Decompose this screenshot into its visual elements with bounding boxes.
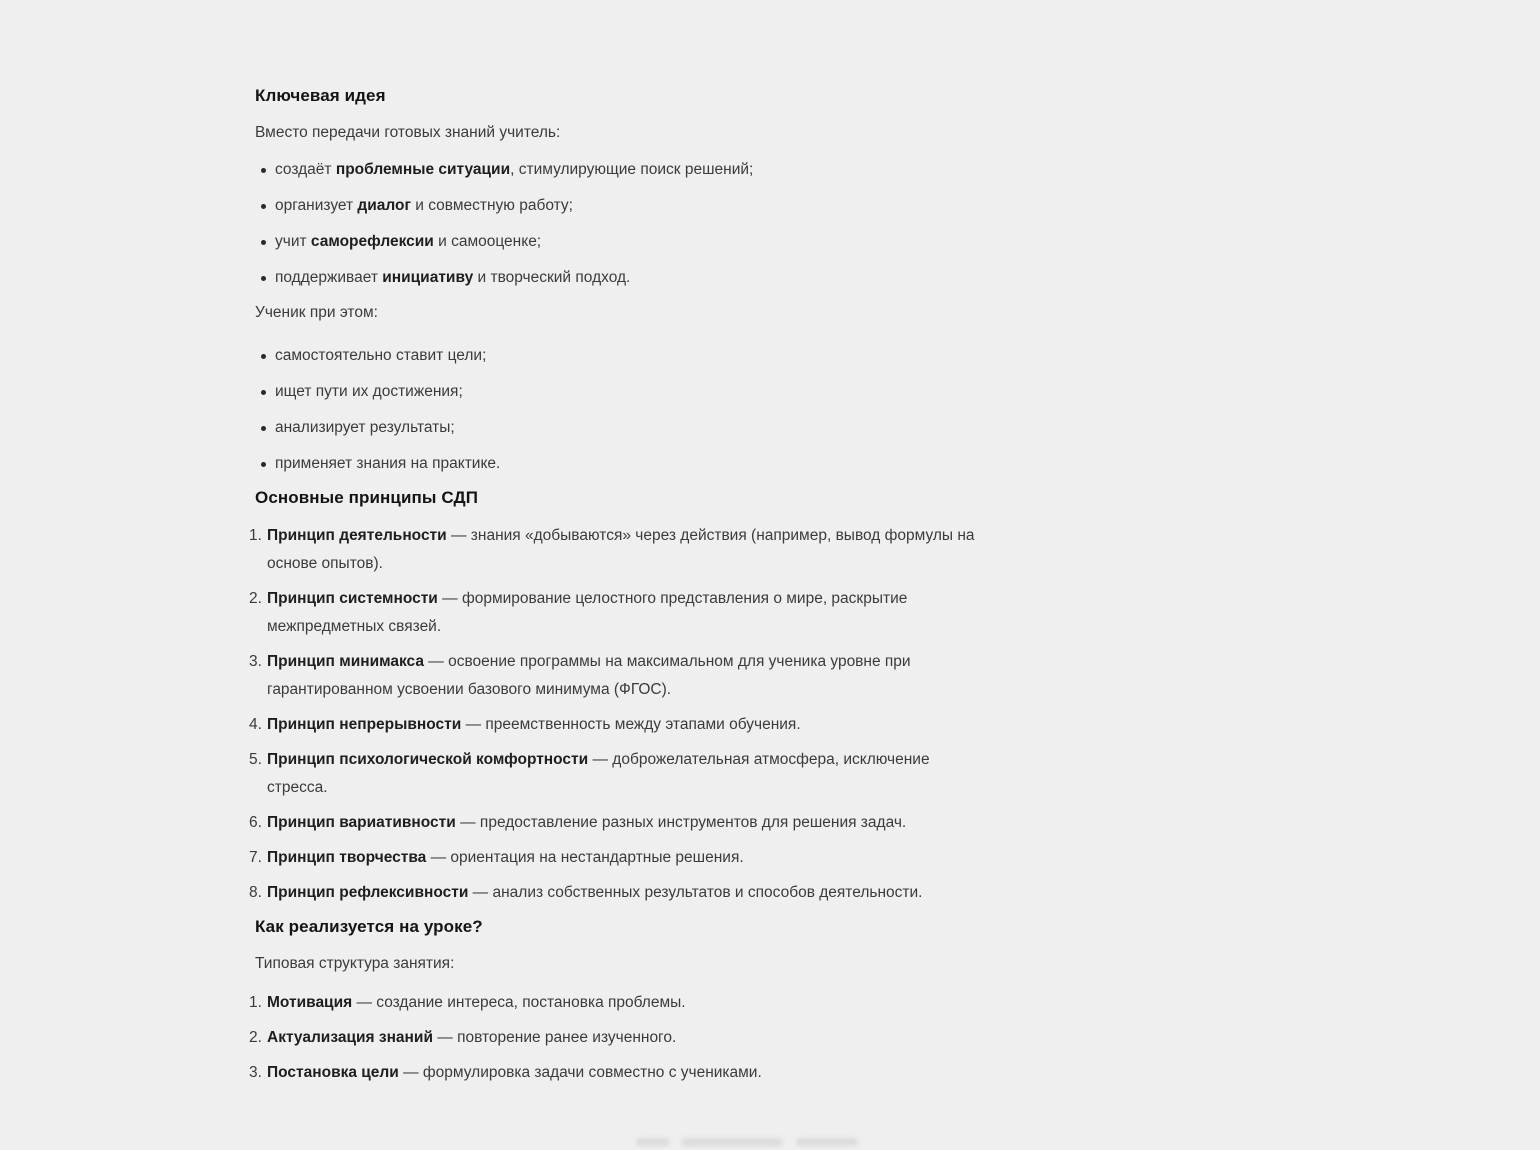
paragraph-teacher-intro: Вместо передачи готовых знаний учитель: (255, 124, 561, 141)
heading-principles: Основные принципы СДП (255, 488, 479, 507)
list-item: поддерживает инициативу и творческий подход. (255, 264, 981, 292)
heading-lesson-implementation: Как реализуется на уроке? (255, 917, 483, 936)
list-item: самостоятельно ставит цели; (255, 342, 981, 370)
list-item: Принцип вариативности — предоставление разных инструментов для решения задач. (267, 814, 907, 831)
numbered-list-principles (255, 522, 981, 907)
list-item: Мотивация — создание интереса, постановка проблемы. (267, 994, 686, 1011)
list-item: создаёт проблемные ситуации, стимулирующие поиск решений; (255, 156, 981, 184)
list-item: Принцип деятельности — знания «добываются» через действия (например, вывод формулы на основе опытов). (267, 527, 975, 572)
list-item: анализирует результаты; (255, 414, 981, 442)
list-item: организует диалог и совместную работу; (255, 192, 981, 220)
list-item: Принцип рефлексивности — анализ собственных результатов и способов деятельности. (267, 884, 923, 901)
list-item: ищет пути их достижения; (255, 378, 981, 406)
list-item: Постановка цели — формулировка задачи совместно с учениками. (267, 1064, 762, 1081)
list-item: применяет знания на практике. (255, 450, 981, 478)
list-item: Принцип непрерывности — преемственность между этапами обучения. (267, 716, 801, 733)
document-body (255, 84, 981, 1095)
bullet-list-student-actions (255, 342, 981, 478)
faint-text-blob (681, 1138, 783, 1146)
paragraph-lesson-intro: Типовая структура занятия: (255, 955, 455, 972)
list-item: Актуализация знаний — повторение ранее изученного. (267, 1029, 677, 1046)
numbered-list-lesson-structure (255, 989, 981, 1087)
list-item: Принцип системности — формирование целостного представления о мире, раскрытие межпредметных связей. (267, 590, 908, 635)
bullet-list-teacher-actions (255, 156, 981, 292)
list-item: учит саморефлексии и самооценке; (255, 228, 981, 256)
list-item: Принцип творчества — ориентация на нестандартные решения. (267, 849, 744, 866)
list-item: Принцип минимакса — освоение программы на максимальном для ученика уровне при гарантированном усвоении базового минимума (ФГОС). (267, 653, 911, 698)
heading-key-idea: Ключевая идея (255, 86, 386, 105)
paragraph-student-intro: Ученик при этом: (255, 304, 378, 321)
list-item: Принцип психологической комфортности — доброжелательная атмосфера, исключение стресса. (267, 751, 930, 796)
faint-text-blob (636, 1138, 670, 1146)
faint-text-blob (796, 1138, 858, 1146)
